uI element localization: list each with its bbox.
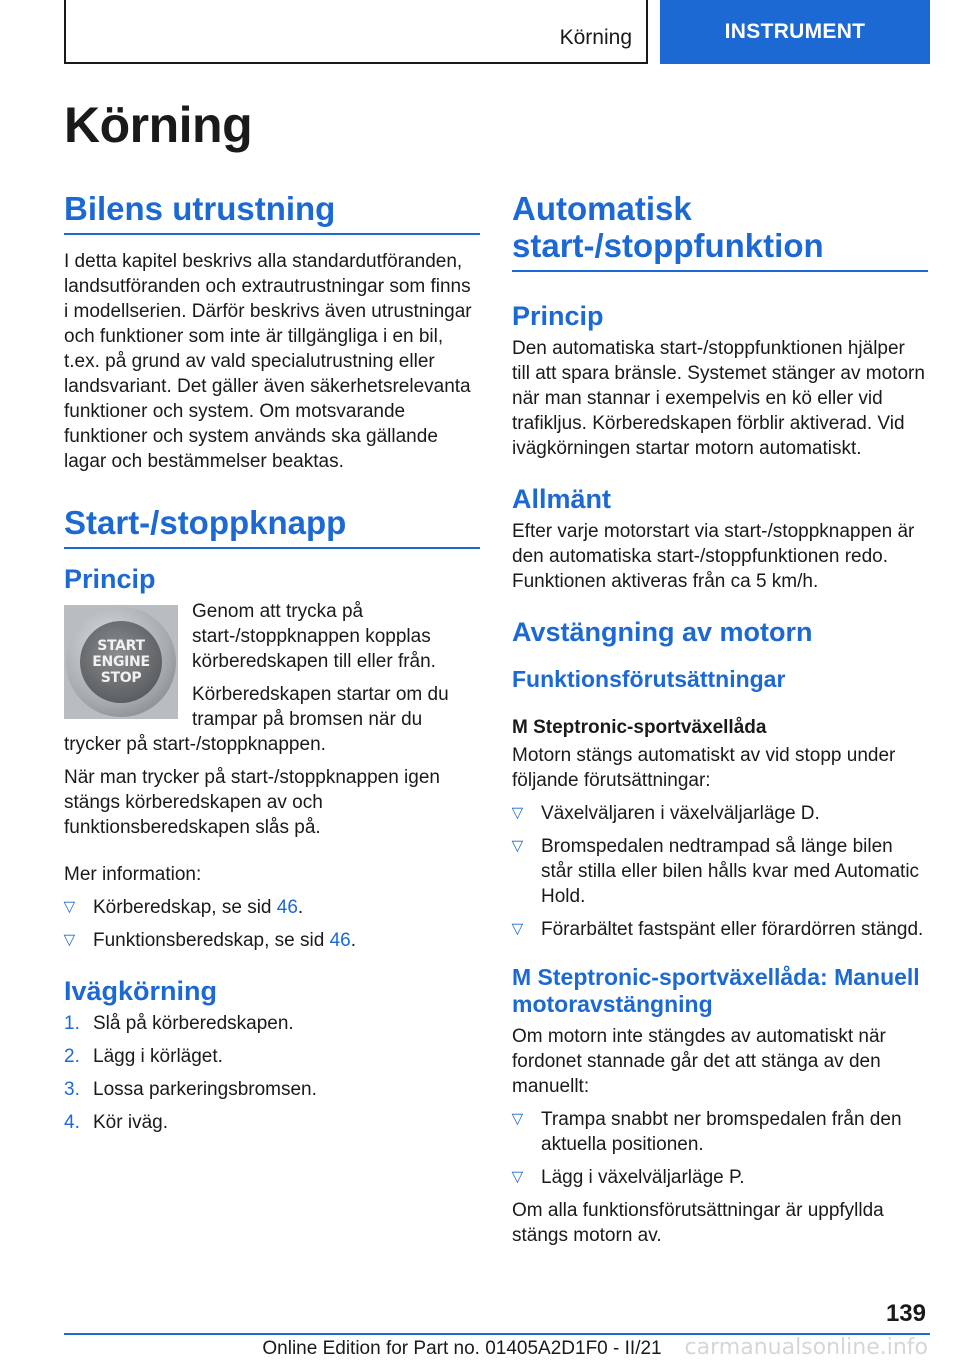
heading-ivagkorning: Ivägkörning bbox=[64, 976, 218, 1006]
paragraph-final: Om alla funktionsförutsättningar är uppfyllda stängs motorn av. bbox=[512, 1200, 884, 1246]
page-link-46[interactable]: 46 bbox=[329, 930, 351, 951]
paragraph-manuell: Om motorn inte stängdes av automatiskt när fordonet stannade går det att stänga av den manuellt: bbox=[512, 1026, 886, 1097]
ivag-steps-list bbox=[64, 1011, 480, 1135]
right-column bbox=[512, 190, 928, 1256]
list-item: ▷ Lägg i växelväljarläge P. bbox=[512, 1165, 928, 1190]
list-item: 3. Lossa parkeringsbromsen. bbox=[64, 1079, 317, 1100]
paragraph-start-p2: Körberedskapen startar om du trampar på bromsen när du trycker på start-/stoppknappen. bbox=[64, 684, 449, 755]
button-text-stop: STOP bbox=[100, 670, 142, 686]
list-item: 4. Kör iväg. bbox=[64, 1112, 168, 1133]
list-item: ▷ Växelväljaren i växelväljarläge D. bbox=[512, 801, 928, 826]
heading-m-steptronic: M Steptronic-sportväxellåda bbox=[512, 717, 767, 738]
watermark: carmanualsonline.info bbox=[684, 1335, 928, 1360]
conditions-list bbox=[512, 801, 928, 942]
heading-princip-start: Princip bbox=[64, 564, 156, 594]
list-item: ▷ Körberedskap, se sid 46. bbox=[64, 895, 480, 920]
button-text-start: START bbox=[97, 638, 145, 654]
heading-automatisk-start-stopp: Automatisk start-/stoppfunktion bbox=[512, 190, 928, 272]
paragraph-start-p3: När man trycker på start-/stoppknappen igen stängs körberedskapen av och funktionsberedskapen slås på. bbox=[64, 767, 440, 838]
header-chapter-tab: INSTRUMENT bbox=[660, 0, 930, 64]
paragraph-start-p1: Genom att trycka på start-/stoppknappen kopplas körberedskapen till eller från. bbox=[192, 601, 436, 672]
page-number: 139 bbox=[885, 1300, 926, 1327]
heading-funktionsforutsattningar: Funktionsförutsättningar bbox=[512, 666, 786, 692]
reference-list bbox=[64, 895, 480, 953]
heading-bilens-utrustning: Bilens utrustning bbox=[64, 190, 480, 235]
list-item: ▷ Bromspedalen nedtrampad så länge bilen står stilla eller bilen hålls kvar med Automatic Hold. bbox=[512, 834, 928, 909]
heading-avstangning: Avstängning av motorn bbox=[512, 617, 813, 647]
list-item: 1. Slå på körberedskapen. bbox=[64, 1013, 294, 1034]
left-column bbox=[64, 190, 480, 1143]
page-title: Körning bbox=[64, 97, 253, 153]
list-item: ▷ Funktionsberedskap, se sid 46. bbox=[64, 928, 480, 953]
start-engine-stop-button-image bbox=[64, 605, 178, 719]
button-text-engine: ENGINE bbox=[92, 654, 150, 670]
paragraph-allmant: Efter varje motorstart via start-/stoppknappen är den automatiska start-/stoppfunktionen redo. Funktionen aktiveras från ca 5 km/h. bbox=[512, 521, 915, 592]
more-info-label: Mer information: bbox=[64, 864, 202, 885]
heading-princip-auto: Princip bbox=[512, 301, 604, 331]
header-section-label: Körning bbox=[559, 26, 632, 49]
paragraph-steptronic: Motorn stängs automatiskt av vid stopp under följande förutsättningar: bbox=[512, 745, 896, 791]
list-item: ▷ Förarbältet fastspänt eller förardörren stängd. bbox=[512, 917, 928, 942]
heading-start-stoppknapp: Start-/stoppknapp bbox=[64, 504, 480, 549]
page-link-46[interactable]: 46 bbox=[276, 897, 298, 918]
paragraph-bilens-utrustning: I detta kapitel beskrivs alla standardutföranden, landsutföranden och extrautrustningar som finns i modellserien. Därför beskrivs även utrustningar och funktioner som inte är tillgängliga i en bil, t.ex. på grund av vald specialutrustning eller landsvariant. Det gäller även säkerhetsrelevanta funktioner och system. Om motsvarande funktioner och system används ska gällande lagar och bestämmelser beaktas. bbox=[64, 251, 472, 472]
header-section-box bbox=[64, 0, 648, 64]
paragraph-princip-auto: Den automatiska start-/stoppfunktionen hjälper till att spara bränsle. Systemet stänger av motorn när man stannar i exempelvis en kö eller vid trafikljus. Körberedskapen förblir aktiverad. Vid ivägkörningen startar motorn automatiskt. bbox=[512, 338, 925, 459]
list-item: ▷ Trampa snabbt ner bromspedalen från den aktuella positionen. bbox=[512, 1107, 928, 1157]
footer-edition: Online Edition for Part no. 01405A2D1F0 - II/21 bbox=[262, 1338, 662, 1359]
heading-manuell-motoravstangning: M Steptronic-sportväxellåda: Manuell motoravstängning bbox=[512, 964, 920, 1017]
manuell-steps-list bbox=[512, 1107, 928, 1190]
list-item: 2. Lägg i körläget. bbox=[64, 1046, 223, 1067]
heading-allmant: Allmänt bbox=[512, 484, 612, 514]
page-header bbox=[64, 0, 930, 64]
